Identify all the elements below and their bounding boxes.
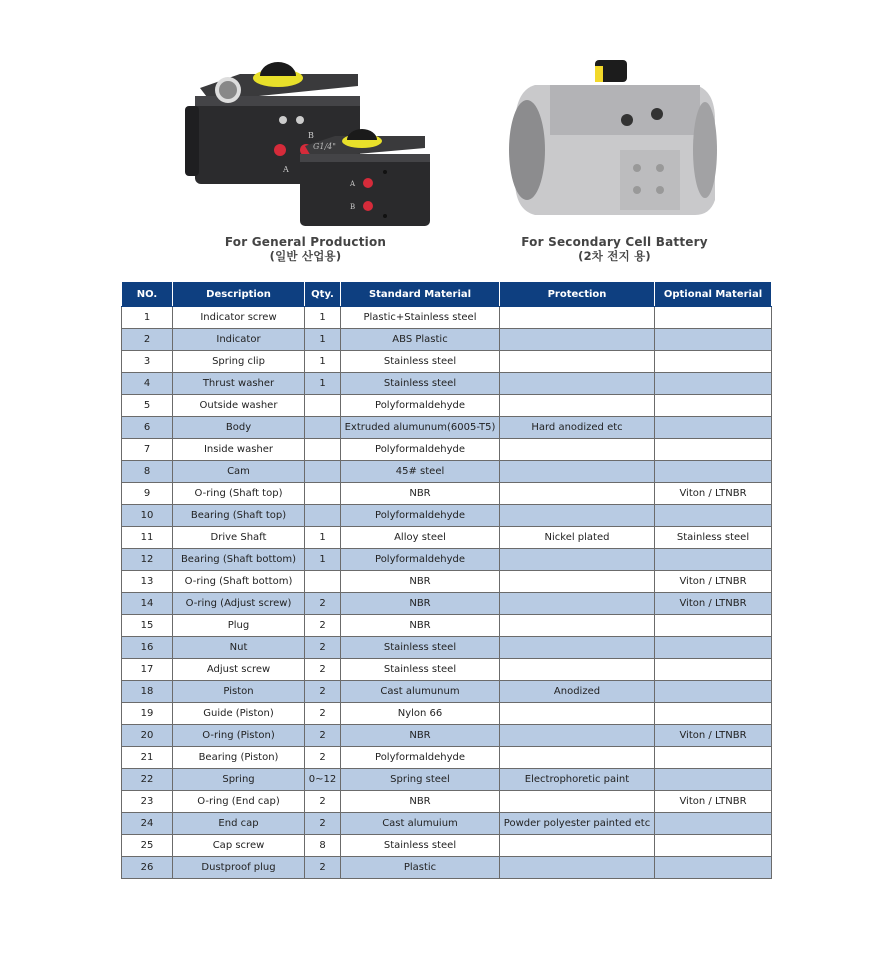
cell-standard-material: NBR (341, 593, 500, 615)
cell-standard-material: NBR (341, 571, 500, 593)
cell-protection: Hard anodized etc (500, 417, 655, 439)
cell-no: 11 (122, 527, 173, 549)
cell-standard-material: Polyformaldehyde (341, 747, 500, 769)
cell-optional-material (655, 461, 772, 483)
cell-description: Thrust washer (173, 373, 305, 395)
cell-optional-material (655, 395, 772, 417)
cell-qty: 2 (305, 593, 341, 615)
cell-optional-material (655, 703, 772, 725)
cell-description: Plug (173, 615, 305, 637)
secondary-battery-caption (497, 235, 732, 263)
port-label-g14: G1/4" (313, 142, 336, 151)
cell-protection (500, 593, 655, 615)
cell-qty: 1 (305, 549, 341, 571)
table-row (122, 307, 772, 329)
table-row (122, 769, 772, 791)
cell-no: 26 (122, 857, 173, 879)
cell-no: 12 (122, 549, 173, 571)
cell-standard-material: 45# steel (341, 461, 500, 483)
cell-no: 3 (122, 351, 173, 373)
cell-standard-material: Polyformaldehyde (341, 439, 500, 461)
secondary-caption-en: For Secondary Cell Battery (521, 235, 708, 249)
cell-optional-material: Viton / LTNBR (655, 791, 772, 813)
cell-qty: 1 (305, 307, 341, 329)
cell-protection (500, 615, 655, 637)
cell-qty: 1 (305, 527, 341, 549)
cell-qty: 8 (305, 835, 341, 857)
cell-optional-material: Stainless steel (655, 527, 772, 549)
table-row (122, 329, 772, 351)
table-header-row (122, 282, 772, 307)
cell-qty (305, 483, 341, 505)
cell-optional-material (655, 747, 772, 769)
cell-qty (305, 395, 341, 417)
cell-no: 20 (122, 725, 173, 747)
cell-qty (305, 439, 341, 461)
table-row (122, 549, 772, 571)
table-row (122, 725, 772, 747)
cell-description: O-ring (Shaft top) (173, 483, 305, 505)
cell-protection (500, 571, 655, 593)
header-qty: Qty. (305, 282, 341, 307)
general-production-caption (188, 235, 423, 263)
cell-optional-material: Viton / LTNBR (655, 483, 772, 505)
cell-no: 14 (122, 593, 173, 615)
general-caption-en: For General Production (224, 235, 387, 249)
cell-protection (500, 373, 655, 395)
cell-description: Dustproof plug (173, 857, 305, 879)
cell-protection (500, 439, 655, 461)
cell-optional-material: Viton / LTNBR (655, 725, 772, 747)
cell-no: 25 (122, 835, 173, 857)
port-label-b-large: B (308, 131, 314, 140)
cell-standard-material: Stainless steel (341, 835, 500, 857)
cell-qty: 2 (305, 615, 341, 637)
cell-no: 24 (122, 813, 173, 835)
cell-description: Guide (Piston) (173, 703, 305, 725)
cell-optional-material (655, 307, 772, 329)
cell-no: 4 (122, 373, 173, 395)
cell-standard-material: Extruded alumunum(6005-T5) (341, 417, 500, 439)
cell-protection (500, 461, 655, 483)
cell-description: Piston (173, 681, 305, 703)
cell-qty: 2 (305, 637, 341, 659)
cell-protection (500, 703, 655, 725)
cell-standard-material: Stainless steel (341, 637, 500, 659)
cell-protection (500, 791, 655, 813)
cell-qty: 2 (305, 747, 341, 769)
cell-optional-material (655, 329, 772, 351)
table-row (122, 571, 772, 593)
cell-description: O-ring (Piston) (173, 725, 305, 747)
cell-no: 8 (122, 461, 173, 483)
cell-optional-material: Viton / LTNBR (655, 593, 772, 615)
cell-optional-material (655, 417, 772, 439)
table-row (122, 659, 772, 681)
cell-protection: Powder polyester painted etc (500, 813, 655, 835)
cell-optional-material (655, 505, 772, 527)
cell-description: O-ring (Shaft bottom) (173, 571, 305, 593)
cell-description: Spring clip (173, 351, 305, 373)
cell-no: 18 (122, 681, 173, 703)
cell-no: 5 (122, 395, 173, 417)
cell-optional-material (655, 813, 772, 835)
port-label-b-small: B (350, 203, 356, 211)
cell-protection (500, 747, 655, 769)
cell-description: Outside washer (173, 395, 305, 417)
cell-qty (305, 417, 341, 439)
table-row (122, 527, 772, 549)
cell-optional-material: Viton / LTNBR (655, 571, 772, 593)
cell-optional-material (655, 835, 772, 857)
general-caption-ko: (일반 산업용) (269, 249, 342, 263)
cell-description: Body (173, 417, 305, 439)
table-row (122, 483, 772, 505)
cell-protection (500, 351, 655, 373)
cell-standard-material: Stainless steel (341, 373, 500, 395)
cell-standard-material: Stainless steel (341, 351, 500, 373)
cell-optional-material (655, 351, 772, 373)
cell-standard-material: Polyformaldehyde (341, 395, 500, 417)
cell-qty: 0~12 (305, 769, 341, 791)
cell-optional-material (655, 373, 772, 395)
cell-no: 23 (122, 791, 173, 813)
table-row (122, 791, 772, 813)
cell-description: O-ring (End cap) (173, 791, 305, 813)
cell-no: 13 (122, 571, 173, 593)
table-row (122, 439, 772, 461)
cell-description: Bearing (Shaft top) (173, 505, 305, 527)
cell-standard-material: NBR (341, 615, 500, 637)
cell-no: 16 (122, 637, 173, 659)
table-body (122, 307, 772, 879)
table-row (122, 593, 772, 615)
port-label-a-small: A (350, 180, 356, 188)
cell-description: Adjust screw (173, 659, 305, 681)
cell-description: Bearing (Piston) (173, 747, 305, 769)
cell-optional-material (655, 659, 772, 681)
table-row (122, 351, 772, 373)
cell-no: 7 (122, 439, 173, 461)
header-description: Description (173, 282, 305, 307)
cell-standard-material: Stainless steel (341, 659, 500, 681)
cell-no: 9 (122, 483, 173, 505)
cell-qty (305, 461, 341, 483)
cell-protection (500, 659, 655, 681)
cell-description: O-ring (Adjust screw) (173, 593, 305, 615)
cell-optional-material (655, 857, 772, 879)
header-no: NO. (122, 282, 173, 307)
cell-qty: 2 (305, 725, 341, 747)
table-row (122, 505, 772, 527)
table-row (122, 395, 772, 417)
cell-description: Nut (173, 637, 305, 659)
cell-standard-material: NBR (341, 791, 500, 813)
cell-no: 15 (122, 615, 173, 637)
cell-standard-material: Plastic+Stainless steel (341, 307, 500, 329)
cell-protection (500, 307, 655, 329)
cell-description: Indicator screw (173, 307, 305, 329)
cell-qty: 2 (305, 659, 341, 681)
table-row (122, 857, 772, 879)
table-row (122, 835, 772, 857)
cell-qty: 2 (305, 791, 341, 813)
general-actuator-image (180, 46, 440, 236)
cell-standard-material: Polyformaldehyde (341, 505, 500, 527)
cell-protection (500, 505, 655, 527)
cell-no: 6 (122, 417, 173, 439)
cell-protection: Electrophoretic paint (500, 769, 655, 791)
table-row (122, 813, 772, 835)
cell-qty (305, 571, 341, 593)
secondary-battery-actuator-image (505, 50, 725, 225)
cell-no: 10 (122, 505, 173, 527)
table-row (122, 461, 772, 483)
cell-qty: 1 (305, 351, 341, 373)
cell-optional-material (655, 549, 772, 571)
cell-protection (500, 329, 655, 351)
cell-qty: 2 (305, 857, 341, 879)
cell-optional-material (655, 439, 772, 461)
table-row (122, 703, 772, 725)
table-row (122, 747, 772, 769)
cell-description: Indicator (173, 329, 305, 351)
cell-qty: 1 (305, 329, 341, 351)
cell-standard-material: Cast alumunum (341, 681, 500, 703)
cell-standard-material: Cast alumuium (341, 813, 500, 835)
cell-description: Bearing (Shaft bottom) (173, 549, 305, 571)
cell-no: 2 (122, 329, 173, 351)
cell-description: End cap (173, 813, 305, 835)
cell-standard-material: Polyformaldehyde (341, 549, 500, 571)
cell-protection (500, 725, 655, 747)
table-row (122, 373, 772, 395)
cell-standard-material: NBR (341, 725, 500, 747)
table-row (122, 615, 772, 637)
header-standard-material: Standard Material (341, 282, 500, 307)
cell-protection (500, 835, 655, 857)
cell-description: Spring (173, 769, 305, 791)
cell-no: 21 (122, 747, 173, 769)
secondary-caption-ko: (2차 전지 용) (578, 249, 651, 263)
cell-qty (305, 505, 341, 527)
cell-standard-material: NBR (341, 483, 500, 505)
cell-optional-material (655, 615, 772, 637)
cell-qty: 1 (305, 373, 341, 395)
cell-protection (500, 395, 655, 417)
cell-protection (500, 483, 655, 505)
cell-protection: Nickel plated (500, 527, 655, 549)
cell-standard-material: Plastic (341, 857, 500, 879)
port-label-a-large: A (283, 165, 289, 174)
parts-material-table (121, 281, 772, 879)
cell-standard-material: Spring steel (341, 769, 500, 791)
cell-description: Drive Shaft (173, 527, 305, 549)
table-row (122, 417, 772, 439)
cell-description: Inside washer (173, 439, 305, 461)
table-row (122, 681, 772, 703)
header-optional-material: Optional Material (655, 282, 772, 307)
cell-description: Cap screw (173, 835, 305, 857)
cell-protection (500, 857, 655, 879)
cell-no: 19 (122, 703, 173, 725)
cell-protection: Anodized (500, 681, 655, 703)
cell-qty: 2 (305, 681, 341, 703)
header-protection: Protection (500, 282, 655, 307)
cell-optional-material (655, 637, 772, 659)
cell-description: Cam (173, 461, 305, 483)
cell-protection (500, 637, 655, 659)
cell-standard-material: Nylon 66 (341, 703, 500, 725)
cell-no: 22 (122, 769, 173, 791)
cell-no: 1 (122, 307, 173, 329)
cell-protection (500, 549, 655, 571)
cell-no: 17 (122, 659, 173, 681)
cell-standard-material: Alloy steel (341, 527, 500, 549)
cell-optional-material (655, 769, 772, 791)
cell-qty: 2 (305, 813, 341, 835)
cell-standard-material: ABS Plastic (341, 329, 500, 351)
cell-optional-material (655, 681, 772, 703)
table-row (122, 637, 772, 659)
cell-qty: 2 (305, 703, 341, 725)
